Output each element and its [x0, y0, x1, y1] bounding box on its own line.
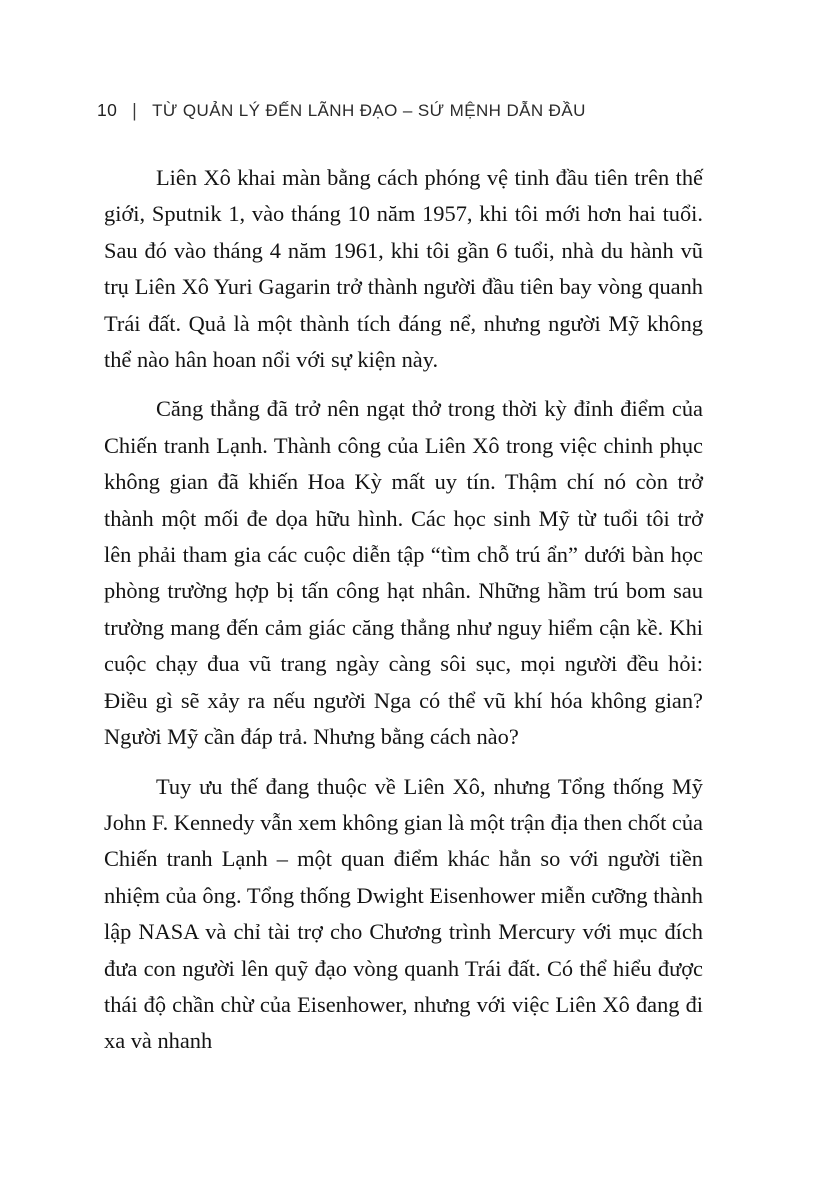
- paragraph-3: Tuy ưu thế đang thuộc về Liên Xô, nhưng Tổng thống Mỹ John F. Kennedy vẫn xem không gian là một trận địa then chốt của Chiến tranh Lạnh – một quan điểm khác hẳn so với người tiền nhiệm của ông. Tổng thống Dwight Eisenhower miễn cưỡng thành lập NASA và chỉ tài trợ cho Chương trình Mercury với mục đích đưa con người lên quỹ đạo vòng quanh Trái đất. Có thể hiểu được thái độ chần chừ của Eisenhower, nhưng với việc Liên Xô đang đi xa và nhanh: [104, 773, 703, 1054]
- book-title: TỪ QUẢN LÝ ĐẾN LÃNH ĐẠO – SỨ MỆNH DẪN ĐẦU: [152, 101, 586, 120]
- body-text: [104, 160, 703, 1073]
- header-divider: |: [132, 100, 138, 121]
- running-header: [97, 100, 586, 121]
- page-number: 10: [97, 100, 118, 120]
- paragraph-1: Liên Xô khai màn bằng cách phóng vệ tinh đầu tiên trên thế giới, Sputnik 1, vào tháng 10 năm 1957, khi tôi mới hơn hai tuổi. Sau đó vào tháng 4 năm 1961, khi tôi gần 6 tuổi, nhà du hành vũ trụ Liên Xô Yuri Gagarin trở thành người đầu tiên bay vòng quanh Trái đất. Quả là một thành tích đáng nể, nhưng người Mỹ không thể nào hân hoan nổi với sự kiện này.: [104, 165, 703, 373]
- paragraph-2: Căng thẳng đã trở nên ngạt thở trong thời kỳ đỉnh điểm của Chiến tranh Lạnh. Thành công của Liên Xô trong việc chinh phục không gian đã khiến Hoa Kỳ mất uy tín. Thậm chí nó còn trở thành một mối đe dọa hữu hình. Các học sinh Mỹ từ tuổi tôi trở lên phải tham gia các cuộc diễn tập “tìm chỗ trú ẩn” dưới bàn học phòng trường hợp bị tấn công hạt nhân. Những hầm trú bom sau trường mang đến cảm giác căng thẳng như nguy hiểm cận kề. Khi cuộc chạy đua vũ trang ngày càng sôi sục, mọi người đều hỏi: Điều gì sẽ xảy ra nếu người Nga có thể vũ khí hóa không gian? Người Mỹ cần đáp trả. Nhưng bằng cách nào?: [104, 396, 703, 750]
